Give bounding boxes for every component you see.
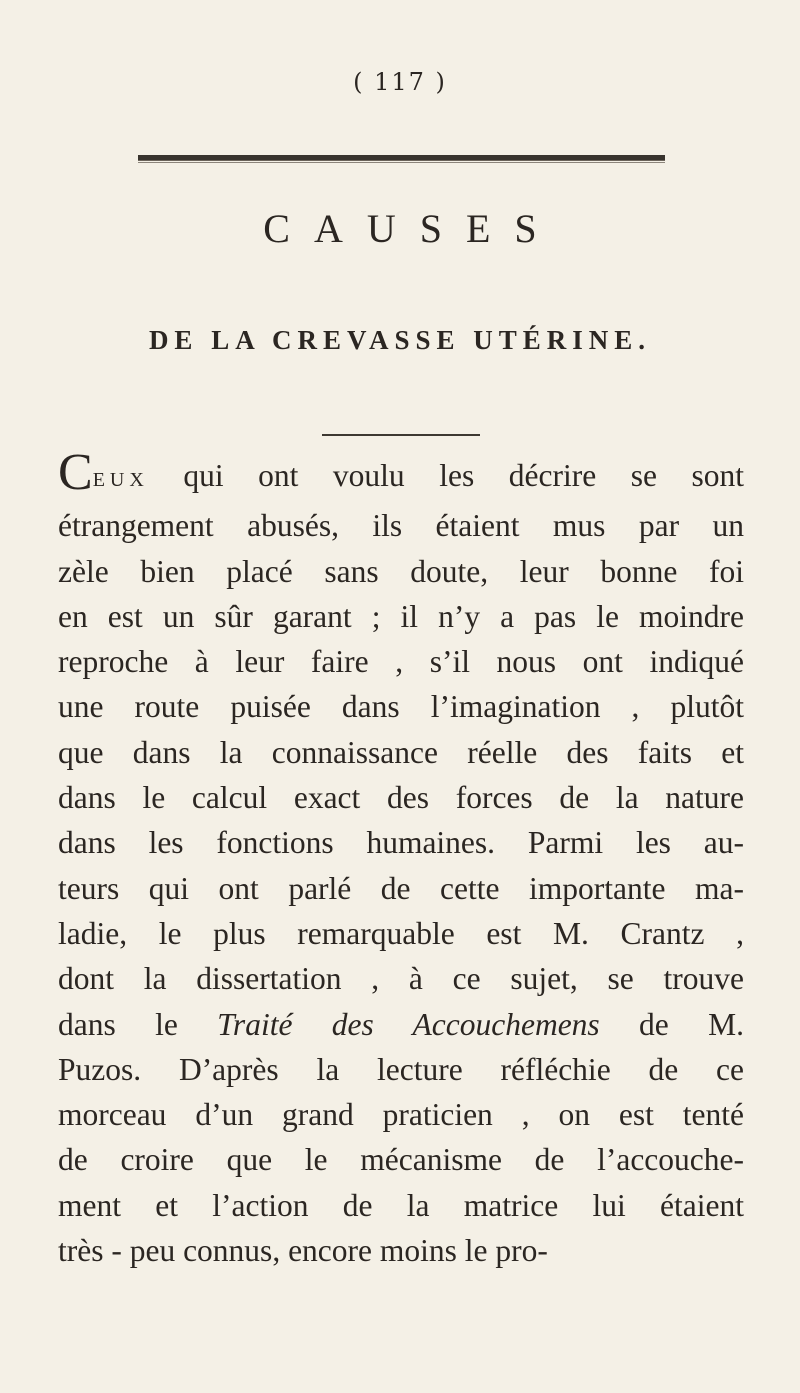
page-number: ( 117 ) <box>353 68 447 96</box>
text-line: dans le Traité des Accouchemens de M. <box>58 1006 744 1042</box>
chapter-subtitle: DE LA CREVASSE UTÉRINE. <box>148 325 652 355</box>
text-line: dans les fonctions humaines. Parmi les au- <box>58 825 744 861</box>
chapter-title: CAUSES <box>263 206 561 251</box>
text-line: que dans la connaissance réelle des faits et <box>58 734 744 770</box>
drop-cap: C <box>58 444 93 501</box>
text-line: morceau d’un grand praticien , on est tenté <box>58 1097 744 1133</box>
text-line: une route puisée dans l’imagination , plutôt <box>58 689 744 725</box>
text-line: CEUX qui ont voulu les décrire se sont <box>58 444 744 501</box>
text-line: étrangement abusés, ils étaient mus par un <box>58 508 744 544</box>
text-line: ladie, le plus remarquable est M. Crantz , <box>58 915 744 951</box>
text-line: dans le calcul exact des forces de la nature <box>58 780 744 816</box>
text-line: ment et l’action de la matrice lui étaient <box>58 1187 744 1223</box>
text-line: de croire que le mécanisme de l’accouche- <box>58 1142 744 1178</box>
text-line: très - peu connus, encore moins le pro- <box>58 1233 548 1269</box>
book-title: Traité des Accouchemens <box>217 1006 600 1042</box>
separator-rule <box>322 434 480 436</box>
text-line: reproche à leur faire , s’il nous ont indiqué <box>58 644 744 680</box>
header-rule <box>138 155 665 161</box>
text-line: teurs qui ont parlé de cette importante ma- <box>58 870 744 906</box>
small-caps-word: EUX <box>92 469 149 491</box>
text-line: Puzos. D’après la lecture réfléchie de ce <box>58 1051 744 1087</box>
text-line: zèle bien placé sans doute, leur bonne foi <box>58 553 744 589</box>
body-paragraph <box>58 444 744 1273</box>
text-line: dont la dissertation , à ce sujet, se trouve <box>58 961 744 997</box>
text-line: en est un sûr garant ; il n’y a pas le moindre <box>58 598 744 634</box>
